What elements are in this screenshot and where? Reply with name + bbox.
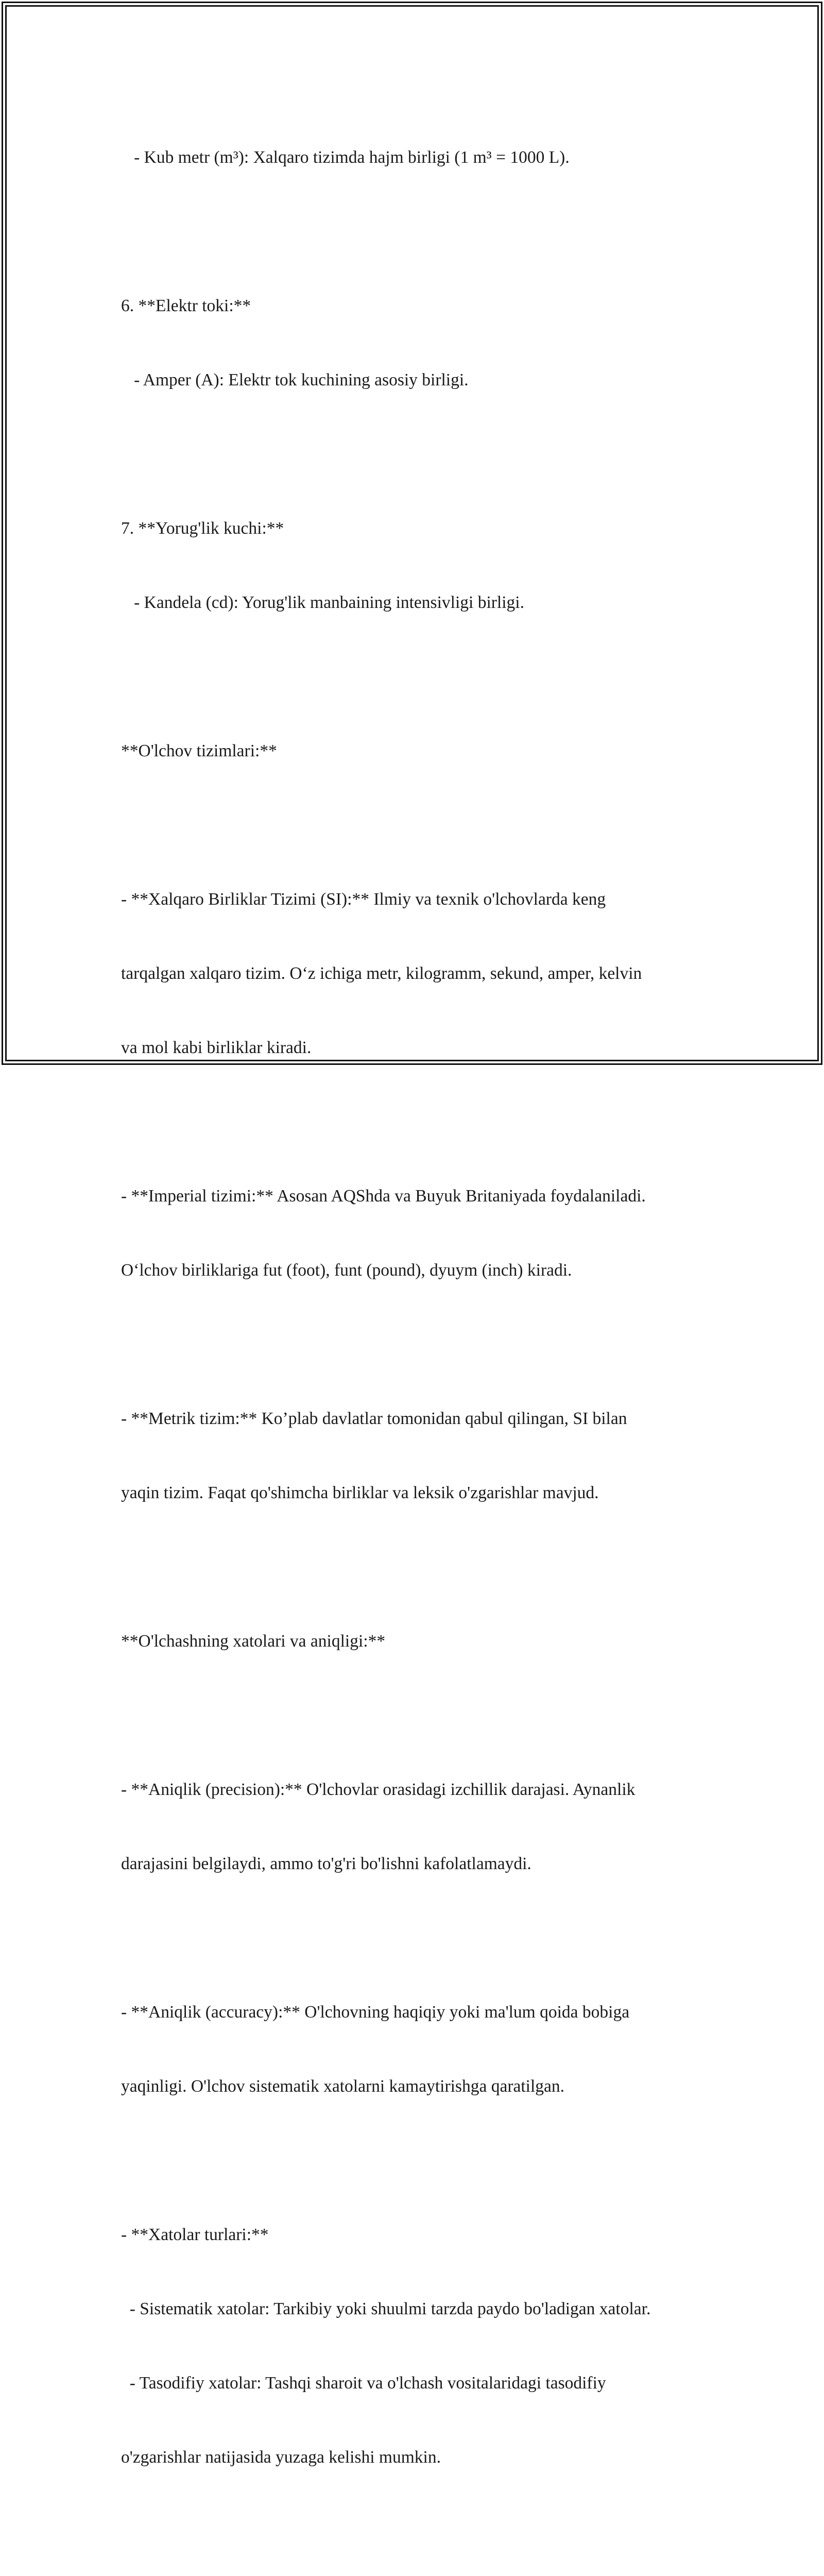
- text-line: yaqinligi. O'lchov sistematik xatolarni kamaytirishga qaratilgan.: [121, 2077, 565, 2096]
- blank-line: [121, 2519, 708, 2544]
- text-line: - Tasodifiy xatolar: Tashqi sharoit va o'lchash vositalaridagi tasodifiy: [121, 2374, 606, 2393]
- section-heading: **O'lchov tizimlari:**: [121, 741, 277, 760]
- blank-line: [121, 2148, 708, 2173]
- text-line: - **Metrik tizim:** Ko’plab davlatlar tomonidan qabul qilingan, SI bilan: [121, 1409, 627, 1428]
- text-line: - Sistematik xatolar: Tarkibiy yoki shuulmi tarzda paydo bo'ladigan xatolar.: [121, 2299, 651, 2318]
- blank-line: [121, 1926, 708, 1951]
- text-line: 6. **Elektr toki:**: [121, 296, 251, 315]
- section-heading: **O'lchashning xatolari va aniqligi:**: [121, 1632, 386, 1651]
- blank-line: [121, 219, 708, 244]
- text-line: - Kub metr (m³): Xalqaro tizimda hajm birligi (1 m³ = 1000 L).: [121, 148, 570, 167]
- text-line: - Amper (A): Elektr tok kuchining asosiy birligi.: [121, 370, 469, 389]
- text-line: yaqin tizim. Faqat qo'shimcha birliklar va leksik o'zgarishlar mavjud.: [121, 1483, 599, 1502]
- blank-line: [121, 665, 708, 689]
- blank-line: [121, 1110, 708, 1134]
- text-line: O‘lchov birliklariga fut (foot), funt (pound), dyuym (inch) kiradi.: [121, 1261, 572, 1280]
- text-line: - Kandela (cd): Yorug'lik manbaining intensivligi birligi.: [121, 593, 524, 612]
- blank-line: [121, 1555, 708, 1580]
- blank-line: [121, 1332, 708, 1357]
- blank-line: [121, 442, 708, 467]
- text-line: va mol kabi birliklar kiradi.: [121, 1038, 312, 1057]
- blank-line: [121, 1703, 708, 1728]
- text-line: - **Aniqlik (accuracy):** O'lchovning haqiqiy yoki ma'lum qoida bobiga: [121, 2003, 630, 2022]
- text-line: - **Xalqaro Birliklar Tizimi (SI):** Ilmiy va texnik o'lchovlarda keng: [121, 890, 606, 909]
- text-line: darajasini belgilaydi, ammo to'g'ri bo'lishni kafolatlamaydi.: [121, 1854, 531, 1873]
- text-line: 7. **Yorug'lik kuchi:**: [121, 519, 284, 538]
- text-line: - **Aniqlik (precision):** O'lchovlar orasidagi izchillik darajasi. Aynanlik: [121, 1780, 636, 1799]
- text-line: o'zgarishlar natijasida yuzaga kelishi mumkin.: [121, 2448, 441, 2467]
- blank-line: [121, 813, 708, 838]
- text-line: - **Xatolar turlari:**: [121, 2225, 269, 2244]
- document-body: [121, 96, 708, 2576]
- text-line: tarqalgan xalqaro tizim. O‘z ichiga metr, kilogramm, sekund, amper, kelvin: [121, 964, 642, 983]
- text-line: - **Imperial tizimi:** Asosan AQShda va Buyuk Britaniyada foydalaniladi.: [121, 1187, 646, 1206]
